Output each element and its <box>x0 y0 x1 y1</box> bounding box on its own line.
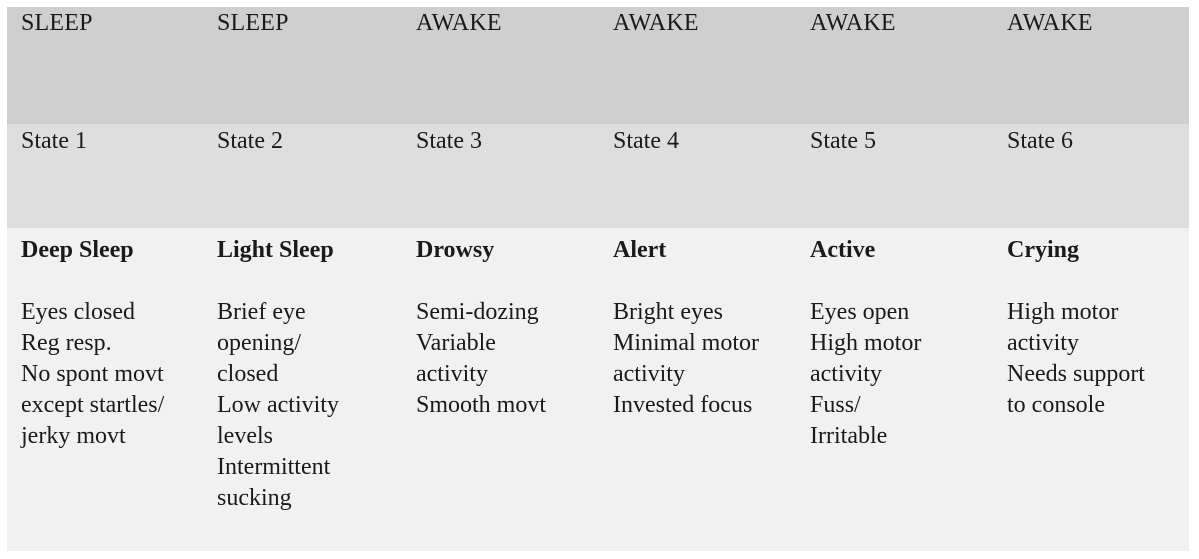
category-cell <box>993 7 1189 124</box>
description-line: opening/ <box>217 330 301 356</box>
state-label: State 6 <box>1007 128 1073 154</box>
description-cell <box>599 228 796 551</box>
state-label: State 2 <box>217 128 283 154</box>
category-label: AWAKE <box>613 10 699 36</box>
category-cell <box>796 7 993 124</box>
category-cell <box>7 7 203 124</box>
category-label: AWAKE <box>416 10 502 36</box>
state-label: State 5 <box>810 128 876 154</box>
description-line: Reg resp. <box>21 330 112 356</box>
description-list <box>217 297 402 514</box>
description-line: activity <box>1007 330 1079 356</box>
description-line: Low activity <box>217 392 339 418</box>
description-row <box>7 228 1189 551</box>
description-line: Needs support <box>1007 361 1145 387</box>
description-line: Irritable <box>810 423 888 449</box>
category-label: AWAKE <box>1007 10 1093 36</box>
category-cell <box>402 7 599 124</box>
state-title: Alert <box>613 237 667 263</box>
description-line: except startles/ <box>21 392 165 418</box>
description-line: activity <box>416 361 488 387</box>
description-line: Smooth movt <box>416 392 547 418</box>
description-line: Intermittent <box>217 454 331 480</box>
infant-states-table <box>7 7 1189 551</box>
category-label: SLEEP <box>217 10 289 36</box>
description-cell <box>402 228 599 551</box>
description-list <box>416 297 599 421</box>
state-row <box>7 124 1189 228</box>
description-line: sucking <box>217 485 292 511</box>
description-line: No spont movt <box>21 361 164 387</box>
state-label: State 3 <box>416 128 482 154</box>
category-label: SLEEP <box>21 10 93 36</box>
description-line: Minimal motor <box>613 330 759 356</box>
state-label: State 4 <box>613 128 679 154</box>
state-title: Light Sleep <box>217 237 334 263</box>
state-cell <box>993 124 1189 228</box>
description-cell <box>203 228 402 551</box>
description-line: levels <box>217 423 273 449</box>
state-cell <box>796 124 993 228</box>
state-title: Drowsy <box>416 237 495 263</box>
state-title: Deep Sleep <box>21 237 134 263</box>
state-cell <box>203 124 402 228</box>
description-cell <box>796 228 993 551</box>
description-line: High motor <box>810 330 922 356</box>
state-cell <box>7 124 203 228</box>
description-cell <box>993 228 1189 551</box>
description-line: High motor <box>1007 299 1119 325</box>
description-line: Brief eye <box>217 299 306 325</box>
description-list <box>21 297 203 452</box>
state-cell <box>402 124 599 228</box>
category-cell <box>599 7 796 124</box>
description-line: Bright eyes <box>613 299 723 325</box>
description-list <box>1007 297 1189 421</box>
state-title: Active <box>810 237 876 263</box>
description-line: Variable <box>416 330 496 356</box>
state-label: State 1 <box>21 128 87 154</box>
category-row <box>7 7 1189 124</box>
description-line: Invested focus <box>613 392 753 418</box>
description-list <box>810 297 993 452</box>
category-label: AWAKE <box>810 10 896 36</box>
description-line: Fuss/ <box>810 392 861 418</box>
description-line: jerky movt <box>21 423 126 449</box>
description-line: activity <box>613 361 685 387</box>
description-line: Semi-dozing <box>416 299 539 325</box>
description-line: activity <box>810 361 882 387</box>
description-line: closed <box>217 361 279 387</box>
description-line: Eyes open <box>810 299 910 325</box>
description-cell <box>7 228 203 551</box>
state-title: Crying <box>1007 237 1079 263</box>
description-line: to console <box>1007 392 1105 418</box>
category-cell <box>203 7 402 124</box>
state-cell <box>599 124 796 228</box>
description-line: Eyes closed <box>21 299 135 325</box>
description-list <box>613 297 796 421</box>
